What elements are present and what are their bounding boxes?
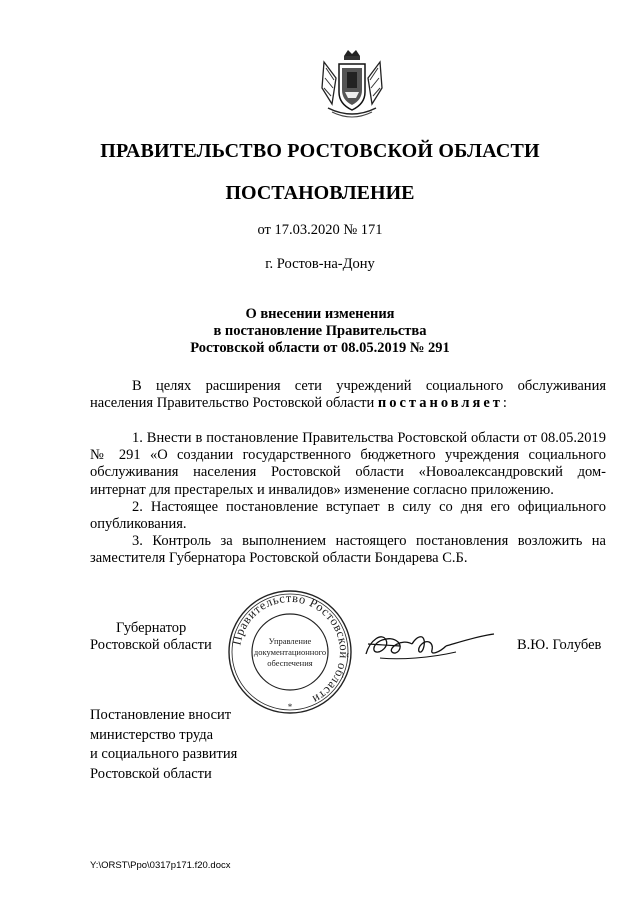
signatory-position-line2: Ростовской области <box>90 637 212 653</box>
document-title <box>0 306 640 357</box>
submitted-by-line: Ростовской области <box>90 765 212 782</box>
item-2-text: 2. Настоящее постановление вступает в силу со дня его официального опубликования. <box>90 499 606 533</box>
signatory-position-line1: Губернатор <box>116 620 187 636</box>
stamp-inner-line1: Управление <box>268 636 312 646</box>
item-1-text: 1. Внести в постановление Правительства Ростовской области от 08.05.2019 № 291 «О создании государственного бюджетного учреждения социального обслуживания населения Ростовской области «Новоалександровский дом-интернат для престарелых и инвалидов» изменение согласно приложению. <box>90 430 606 498</box>
signatory-name: В.Ю. Голубев <box>517 637 602 653</box>
decree-word: постановляет <box>377 395 503 412</box>
date-and-number: от 17.03.2020 № 171 <box>257 222 383 238</box>
preamble-end: : <box>502 395 507 412</box>
submitted-by-line: Постановление вносит <box>90 707 232 723</box>
submitted-by-line: министерство труда <box>90 726 214 743</box>
item-3-paragraph <box>90 533 606 567</box>
stamp-inner-line2: документационного <box>253 647 327 657</box>
stamp-inner-line3: обеспечения <box>267 658 313 668</box>
stamp-ring-text: Правительство Ростовской области <box>229 590 352 707</box>
submitted-by-block <box>90 706 237 784</box>
title-line: в постановление Правительства <box>213 323 427 339</box>
item-1-paragraph <box>90 430 606 499</box>
svg-text:*: * <box>287 702 293 712</box>
coat-of-arms-emblem <box>318 48 386 122</box>
preamble-paragraph <box>90 378 606 412</box>
title-line: О внесении изменения <box>245 306 395 322</box>
title-line: Ростовской области от 08.05.2019 № 291 <box>190 340 450 356</box>
organization-heading: ПРАВИТЕЛЬСТВО РОСТОВСКОЙ ОБЛАСТИ <box>100 140 540 162</box>
item-2-paragraph <box>90 499 606 533</box>
preamble-text: В целях расширения сети учреждений социального обслуживания населения Правительство Ростовской области <box>90 378 606 412</box>
item-3-text: 3. Контроль за выполнением настоящего постановления возложить на заместителя Губернатора Ростовской области Бондарева С.Б. <box>90 533 606 567</box>
handwritten-signature <box>360 622 500 668</box>
official-stamp <box>226 588 354 716</box>
submitted-by-line: и социального развития <box>90 746 238 762</box>
issue-city: г. Ростов-на-Дону <box>265 256 375 272</box>
document-type-heading: ПОСТАНОВЛЕНИЕ <box>225 182 415 204</box>
file-path-footer: Y:\ORST\Ppo\0317p171.f20.docx <box>90 860 231 871</box>
